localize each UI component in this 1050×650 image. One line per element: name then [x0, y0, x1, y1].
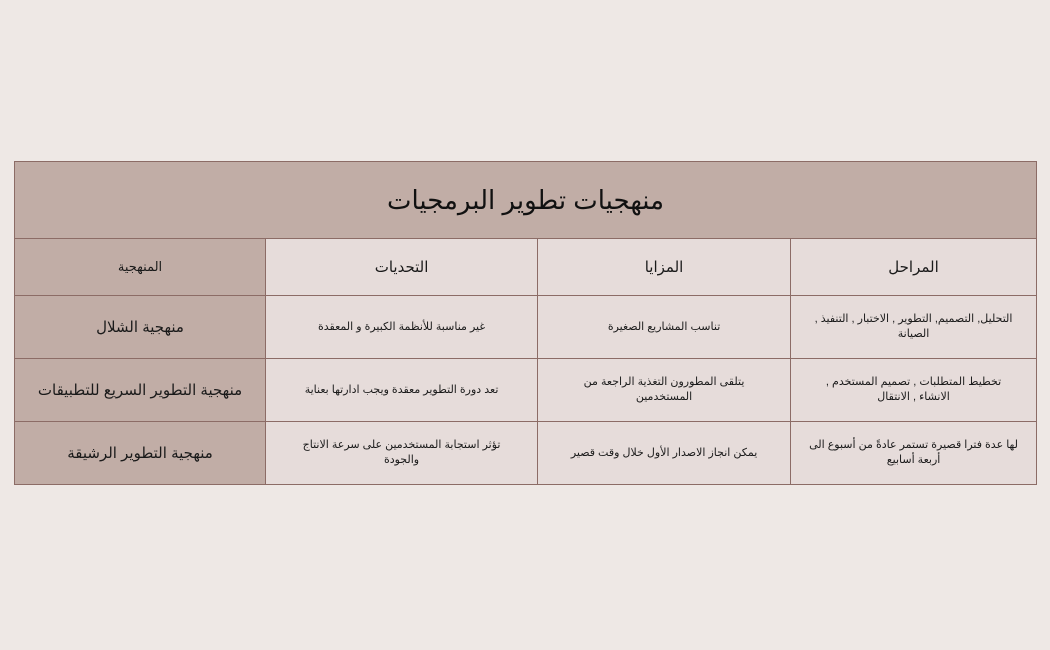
- cell-challenges: تؤثر استجابة المستخدمين على سرعة الانتاج والجودة: [266, 422, 538, 485]
- header-row: [15, 239, 1037, 296]
- cell-methodology: منهجية التطوير السريع للتطبيقات: [15, 359, 266, 422]
- cell-methodology: منهجية التطوير الرشيقة: [15, 422, 266, 485]
- table-row: [15, 296, 1037, 359]
- cell-methodology: منهجية الشلال: [15, 296, 266, 359]
- table-row: [15, 422, 1037, 485]
- header-methodology: المنهجية: [15, 239, 266, 296]
- title-row: [15, 162, 1037, 239]
- methodologies-table-container: [14, 161, 1036, 485]
- cell-advantages: تناسب المشاريع الصغيرة: [538, 296, 791, 359]
- cell-challenges: غير مناسبة للأنظمة الكبيرة و المعقدة: [266, 296, 538, 359]
- cell-challenges: تعد دورة التطوير معقدة ويجب ادارتها بعناية: [266, 359, 538, 422]
- header-stages: المراحل: [791, 239, 1037, 296]
- cell-advantages: يتلقى المطورون التغذية الراجعة من المستخدمين: [538, 359, 791, 422]
- cell-advantages: يمكن انجاز الاصدار الأول خلال وقت قصير: [538, 422, 791, 485]
- header-advantages: المزايا: [538, 239, 791, 296]
- table-title: منهجيات تطوير البرمجيات: [15, 162, 1037, 239]
- cell-stages: لها عدة فترا قصيرة تستمر عادةً من أسبوع الى أربعة أسابيع: [791, 422, 1037, 485]
- methodologies-table: [14, 161, 1037, 485]
- cell-stages: التحليل, التصميم, التطوير , الاختبار , التنفيذ , الصيانة: [791, 296, 1037, 359]
- cell-stages: تخطيط المتطلبات , تصميم المستخدم , الانشاء , الانتقال: [791, 359, 1037, 422]
- table-row: [15, 359, 1037, 422]
- header-challenges: التحديات: [266, 239, 538, 296]
